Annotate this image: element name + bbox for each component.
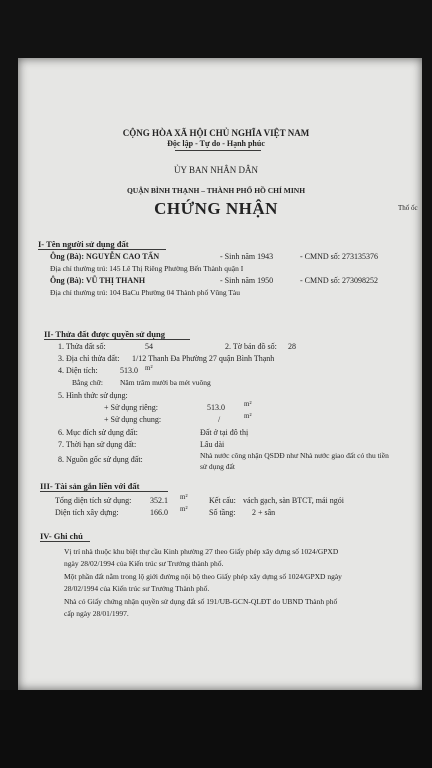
dark-background-bottom xyxy=(0,690,432,768)
purpose-label: 6. Mục đích sử dụng đất: xyxy=(58,428,138,437)
person1-name: Ông (Bà): NGUYỄN CAO TẤN xyxy=(50,252,160,261)
section-1-underline xyxy=(38,249,166,250)
area-value: 513.0 xyxy=(120,366,138,375)
form-label: 5. Hình thức sử dụng: xyxy=(58,391,128,400)
section-4-heading: IV- Ghi chú xyxy=(40,531,83,541)
side-text: Thố ốc xyxy=(398,204,418,212)
person2-id: - CMND số: 273098252 xyxy=(300,276,379,285)
structure-label: Kết cấu: xyxy=(209,496,236,505)
page-title: CHỨNG NHẬN xyxy=(154,199,278,218)
republic-title: CỘNG HÒA XÃ HỘI CHỦ NGHĨA VIỆT NAM xyxy=(122,128,310,138)
built-area-label: Diện tích xây dựng: xyxy=(55,508,119,517)
section-4-underline xyxy=(40,541,90,542)
address-value: 1/12 Thanh Đa Phường 27 quận Bình Thạnh xyxy=(132,354,275,363)
origin-value-line1: Nhà nước công nhận QSDĐ như Nhà nước giao đất có thu tiền xyxy=(200,451,389,460)
private-value: 513.0 xyxy=(207,403,225,412)
parcel-label: 1. Thửa đất số: xyxy=(58,342,106,351)
built-area-value: 166.0 xyxy=(150,508,168,517)
person2-name: Ông (Bà): VŨ THỊ THANH xyxy=(50,276,146,285)
section-1-heading: I- Tên người sử dụng đất xyxy=(38,239,129,249)
person1-id: - CMND số: 273135376 xyxy=(300,252,379,261)
words-label: Bằng chữ: xyxy=(72,378,103,387)
floor-area-unit: m² xyxy=(180,493,188,501)
district-title: QUẬN BÌNH THẠNH – THÀNH PHỐ HỒ CHÍ MINH xyxy=(126,186,306,195)
built-area-unit: m² xyxy=(180,505,188,513)
private-label: + Sử dụng riêng: xyxy=(104,403,158,412)
term-label: 7. Thời hạn sử dụng đất: xyxy=(58,440,137,449)
address-label: 3. Địa chỉ thửa đất: xyxy=(58,354,120,363)
note-line-5: Nhà có Giấy chứng nhận quyền sử dụng đất số 191/UB-GCN-QLĐT do UBND Thành phố xyxy=(64,597,338,606)
floor-area-label: Tổng diện tích sử dụng: xyxy=(55,496,132,505)
purpose-value: Đất ở tại đô thị xyxy=(200,428,249,437)
area-unit: m² xyxy=(145,364,153,372)
person1-address: Địa chỉ thường trú: 145 Lê Thị Riêng Phường Bến Thành quận I xyxy=(50,264,244,273)
shared-label: + Sử dụng chung: xyxy=(104,415,162,424)
person2-birth: - Sinh năm 1950 xyxy=(220,276,274,285)
person2-address: Địa chỉ thường trú: 104 BaCu Phường 04 Thành phố Vũng Tàu xyxy=(50,288,241,297)
person1-birth: - Sinh năm 1943 xyxy=(220,252,274,261)
section-3-underline xyxy=(40,491,168,492)
motto-underline xyxy=(175,150,261,151)
term-value: Lâu dài xyxy=(200,440,225,449)
floors-value: 2 + sân xyxy=(252,508,276,517)
shared-unit: m² xyxy=(244,412,252,420)
section-3-heading: III- Tài sản gắn liền với đất xyxy=(40,481,140,491)
floors-label: Số tầng: xyxy=(209,508,236,517)
words-value: Năm trăm mười ba mét vuông xyxy=(120,378,211,387)
note-line-6: cấp ngày 28/01/1997. xyxy=(64,609,129,618)
floor-area-value: 352.1 xyxy=(150,496,168,505)
section-2-heading: II- Thửa đất được quyền sử dụng xyxy=(44,329,165,339)
motto: Độc lập - Tự do - Hạnh phúc xyxy=(167,139,265,148)
origin-value-line2: sử dụng đất xyxy=(200,462,235,471)
map-label: 2. Tờ bản đồ số: xyxy=(225,342,277,351)
committee-title: ỦY BAN NHÂN DÂN xyxy=(174,165,258,175)
note-line-4: 28/02/1994 của Kiến trúc sư Trưởng Thành phố. xyxy=(64,584,210,593)
private-unit: m² xyxy=(244,400,252,408)
section-2-underline xyxy=(44,339,190,340)
parcel-value: 54 xyxy=(145,342,153,351)
note-line-2: ngày 28/02/1994 của Kiến trúc sư Trưởng thành phố. xyxy=(64,559,224,568)
area-label: 4. Diện tích: xyxy=(58,366,98,375)
note-line-1: Vị trí nhà thuộc khu biệt thự cầu Kinh phường 27 theo Giấy phép xây dựng số 1024/GPXD xyxy=(64,547,339,556)
map-value: 28 xyxy=(288,342,296,351)
shared-value: / xyxy=(218,415,221,424)
origin-label: 8. Nguồn gốc sử dụng đất: xyxy=(58,455,143,464)
note-line-3: Một phần đất nằm trong lộ giới đường nội bộ theo Giấy phép xây dựng số 1024/GPXD ngày xyxy=(64,572,342,581)
structure-value: vách gạch, sàn BTCT, mái ngói xyxy=(243,496,344,505)
